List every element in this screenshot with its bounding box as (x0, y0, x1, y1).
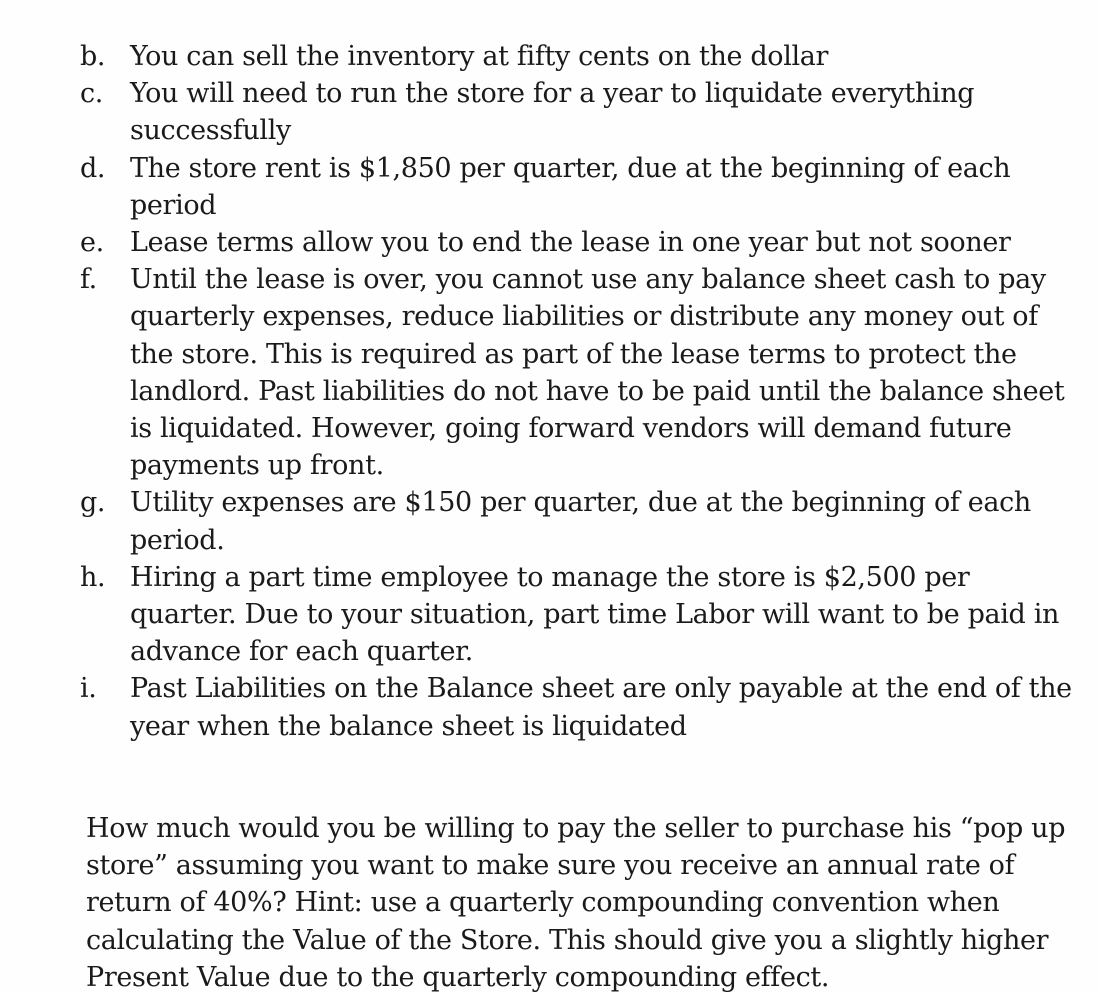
list-item-text: You can sell the inventory at fifty cents on the dollar (130, 41, 829, 72)
list-marker: g. (80, 487, 106, 519)
list-marker: h. (80, 561, 106, 593)
list-item-h (80, 559, 1080, 671)
list-marker: b. (80, 41, 106, 72)
list-item-i (80, 670, 1080, 744)
list-item-text: Lease terms allow you to end the lease in one year but not sooner (130, 227, 1011, 259)
list-item-g (80, 484, 1080, 558)
list-marker: c. (80, 78, 104, 110)
list-item-c (80, 75, 1080, 149)
list-marker: f. (80, 264, 97, 296)
list-item-text: You will need to run the store for a year to liquidate everything successfully (130, 78, 975, 147)
assumptions-list (80, 38, 1080, 745)
list-item-b (80, 38, 1080, 75)
list-item-text: The store rent is $1,850 per quarter, due at the beginning of each period (130, 152, 1011, 221)
list-item-text: Hiring a part time employee to manage the store is $2,500 per quarter. Due to your situation, part time Labor will want to be paid in advance for each quarter. (130, 561, 1060, 668)
list-item-text: Utility expenses are $150 per quarter, due at the beginning of each period. (130, 487, 1031, 556)
list-item-text: Past Liabilities on the Balance sheet are only payable at the end of the year when the balance sheet is liquidated (130, 673, 1072, 742)
list-marker: e. (80, 227, 104, 259)
list-item-e (80, 224, 1080, 261)
list-marker: d. (80, 152, 106, 184)
list-marker: i. (80, 673, 97, 705)
question-paragraph: How much would you be willing to pay the seller to purchase his “pop up store” assuming you want to make sure you receive an annual rate of return of 40%? Hint: use a quarterly compounding convention when calculating the Value of the Store. This should give you a slightly higher Present Value due to the quarterly compounding effect. (86, 813, 1066, 993)
list-item-f (80, 261, 1080, 484)
list-item-text: Until the lease is over, you cannot use any balance sheet cash to pay quarterly expenses, reduce liabilities or distribute any money out of the store. This is required as part of the lease terms to protect the landlord. Past liabilities do not have to be paid until the balance sheet is liquidated. However, going forward vendors will demand future payments up front. (130, 264, 1065, 482)
list-item-d (80, 150, 1080, 224)
